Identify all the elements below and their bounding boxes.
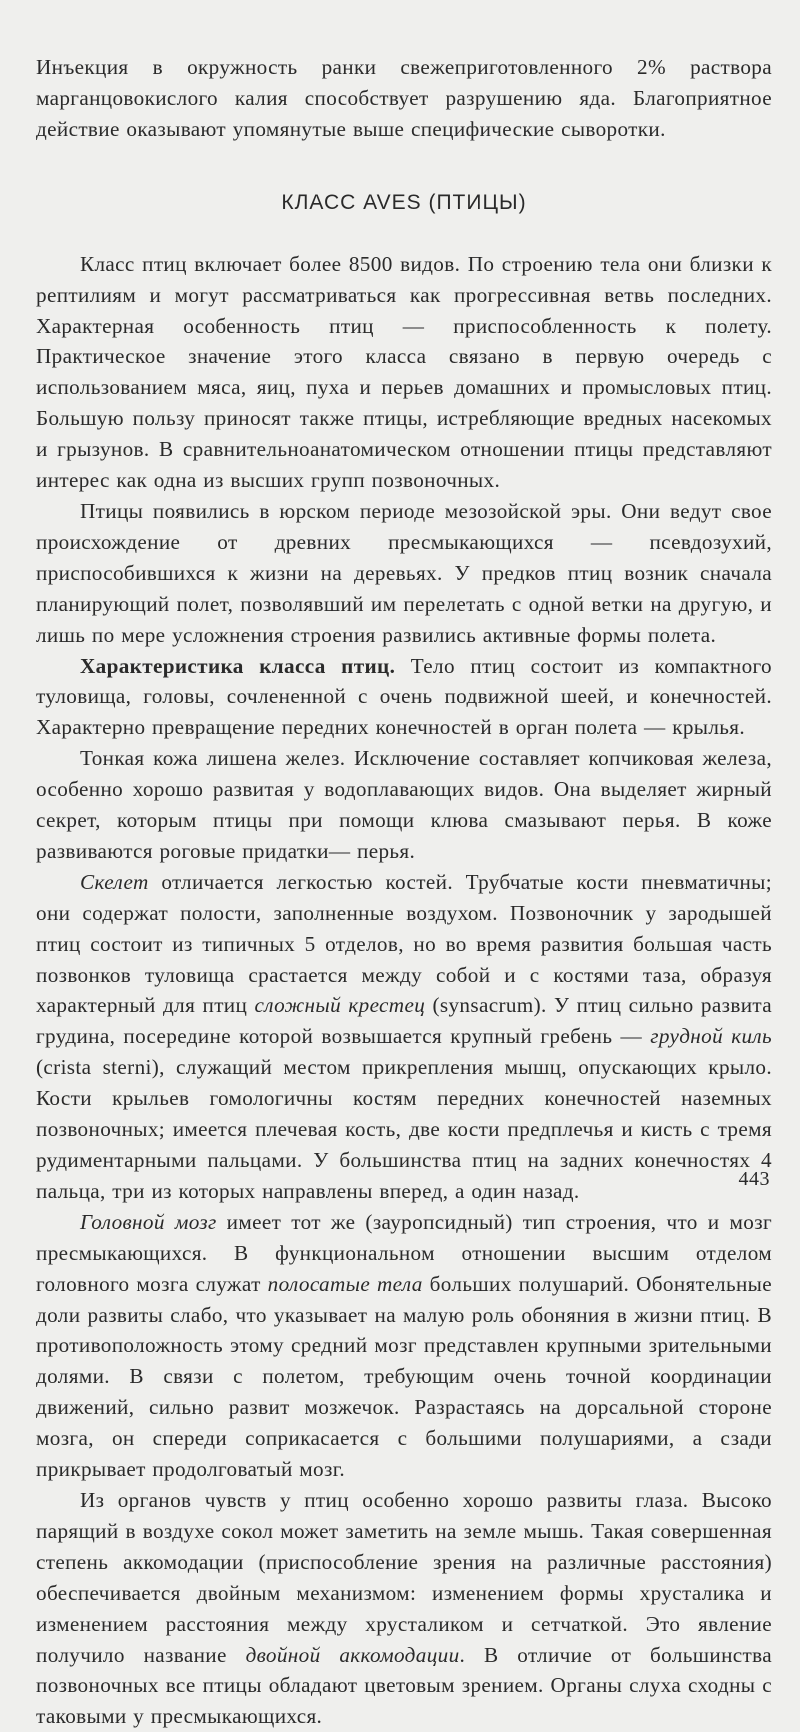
term-brain: Головной мозг xyxy=(80,1209,217,1234)
paragraph-brain xyxy=(36,1207,772,1485)
term-double-accommodation: двойной аккомодации xyxy=(245,1642,460,1667)
paragraph-skin: Тонкая кожа лишена желез. Исключение составляет копчиковая железа, особенно хорошо развитая у водоплавающих видов. Она выделяет жирный секрет, которым птицы при помощи клюва смазывают перья. В коже развиваются роговые придатки— перья. xyxy=(36,746,772,863)
paragraph-origin: Птицы появились в юрском периоде мезозойской эры. Они ведут свое происхождение от древних пресмыкающихся — псевдозухий, приспособившихся к жизни на деревьях. У предков птиц возник сначала планирующий полет, позволявший им перелетать с одной ветки на другую, и лишь по мере усложнения строения развились активные формы полета. xyxy=(36,498,772,647)
term-striatum: полосатые тела xyxy=(267,1271,423,1296)
section-title: КЛАСС AVES (ПТИЦЫ) xyxy=(281,190,527,214)
paragraph-skeleton xyxy=(36,867,772,1207)
senses-text-2: . В отличие от большинства позвоночных все птицы обладают цветовым зрением. Органы слуха сходны с таковыми у пресмыкающихся. xyxy=(36,1642,772,1729)
brain-text-2: больших полушарий. Обонятельные доли развиты слабо, что указывает на малую роль обоняния в жизни птиц. В противоположность этому средний мозг представлен крупными зрительными долями. В связи с полетом, требующим очень точной координации движений, сильно развит мозжечок. Разрастаясь на дорсальной стороне мозга, он спереди соприкасается с большими полушариями, а сзади прикрывает продолговатый мозг. xyxy=(36,1271,772,1482)
brain-text-1: имеет тот же (зауропсидный) тип строения, что и мозг пресмыкающихся. В функциональном отношении высшим отделом головного мозга служат xyxy=(36,1209,772,1296)
term-skeleton: Скелет xyxy=(80,869,149,894)
characteristics-text: Тело птиц состоит из компактного туловища, головы, сочлененной с очень подвижной шеей, и конечностей. Характерно превращение передних конечностей в орган полета — крылья. xyxy=(36,653,772,740)
skeleton-text-1: отличается легкостью костей. Трубчатые кости пневматичны; они содержат полости, заполненные воздухом. Позвоночник у зародышей птиц состоит из типичных 5 отделов, но во время развития большая часть позвонков туловища срастается между собой и с костями таза, образуя характерный для птиц xyxy=(36,869,772,1018)
skeleton-text-3: (crista sterni), служащий местом прикрепления мышц, опускающих крыло. Кости крыльев гомологичны костям передних конечностей наземных позвоночных; имеется плечевая кость, две кости предплечья и кисть с тремя рудиментарными пальцами. У большинства птиц на задних конечностях 4 пальца, три из которых направлены вперед, а один назад. xyxy=(36,1055,772,1203)
paragraph-characteristics xyxy=(36,651,772,744)
term-keel: грудной киль xyxy=(650,1024,772,1049)
skeleton-text-2: (synsacrum). У птиц сильно развита грудина, посередине которой возвышается крупный гребень — xyxy=(36,993,773,1049)
term-synsacrum: сложный крестец xyxy=(254,993,426,1018)
page-number: 443 xyxy=(738,1168,770,1190)
intro-paragraph: Инъекция в окружность ранки свежеприготовленного 2% раствора марганцовокислого калия способствует разрушению яда. Благоприятное действие оказывают упомянутые выше специфические сыворотки. xyxy=(36,55,772,141)
paragraph-class-overview: Класс птиц включает более 8500 видов. По строению тела они близки к рептилиям и могут рассматриваться как прогрессивная ветвь последних. Характерная особенность птиц — приспособленность к полету. Практическое значение этого класса связано в первую очередь с использованием мяса, яиц, пуха и перьев домашних и промысловых птиц. Большую пользу приносят также птицы, истребляющие вредных насекомых и грызунов. В сравнительноанатомическом отношении птицы представляют интерес как одна из высших групп позвоночных. xyxy=(36,251,772,493)
paragraph-senses xyxy=(36,1485,772,1732)
characteristics-heading: Характеристика класса птиц. xyxy=(80,653,396,678)
senses-text-1: Из органов чувств у птиц особенно хорошо развиты глаза. Высоко парящий в воздухе сокол может заметить на земле мышь. Такая совершенная степень аккомодации (приспособление зрения на различные расстояния) обеспечивается двойным механизмом: изменением формы хрусталика и изменением расстояния между хрусталиком и сетчаткой. Это явление получило название xyxy=(36,1487,772,1667)
